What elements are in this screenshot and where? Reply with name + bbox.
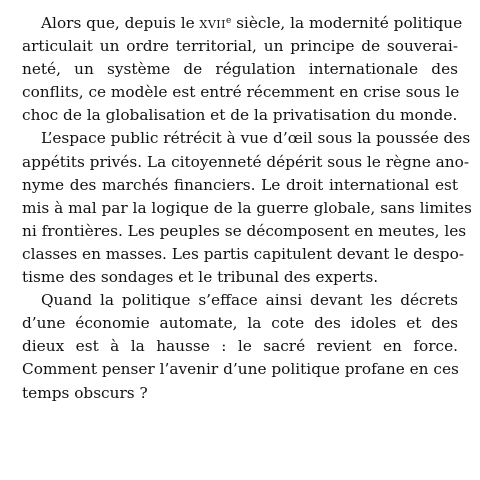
text-line bbox=[22, 151, 470, 174]
text-run: temps obscurs ? bbox=[22, 383, 148, 402]
text-run: nyme des marchés financiers. Le droit international est bbox=[22, 175, 458, 194]
century-numeral: xvii bbox=[199, 14, 226, 32]
text-line bbox=[22, 174, 458, 197]
text-run: choc de la globalisation et de la privatisation du monde. bbox=[22, 106, 458, 125]
ordinal-superscript: e bbox=[225, 16, 232, 27]
text-line bbox=[22, 358, 458, 381]
text-run: L’espace public rétrécit à vue d’œil sous la poussée des bbox=[41, 129, 471, 148]
text-run: tisme des sondages et le tribunal des experts. bbox=[22, 268, 379, 287]
text-body bbox=[22, 12, 472, 405]
text-line bbox=[22, 35, 458, 58]
text-run: Quand la politique s’efface ainsi devant les décrets bbox=[41, 291, 458, 310]
text-run: classes en masses. Les partis capitulent devant le despo- bbox=[22, 244, 464, 263]
paragraph bbox=[22, 289, 458, 404]
text-line bbox=[22, 335, 458, 358]
text-line bbox=[22, 104, 458, 127]
text-run: ni frontières. Les peuples se décomposent en meutes, les bbox=[22, 221, 467, 240]
text-line bbox=[22, 266, 458, 289]
text-line bbox=[22, 197, 472, 220]
text-line bbox=[22, 243, 464, 266]
text-run: d’une économie automate, la cote des idoles et des bbox=[22, 314, 458, 333]
text-run: Alors que, depuis le bbox=[41, 14, 200, 32]
text-run: conflits, ce modèle est entré récemment en crise sous le bbox=[22, 83, 460, 102]
text-run: mis à mal par la logique de la guerre globale, sans limites bbox=[22, 198, 472, 217]
text-line bbox=[22, 220, 467, 243]
text-line bbox=[22, 58, 458, 81]
text-line bbox=[22, 12, 463, 35]
text-line bbox=[22, 127, 471, 150]
text-run: Comment penser l’avenir d’une politique profane en ces bbox=[22, 360, 459, 379]
text-line bbox=[22, 289, 458, 312]
text-run: dieux est à la hausse : le sacré revient en force. bbox=[22, 337, 458, 356]
text-run: articulait un ordre territorial, un principe de souverai- bbox=[22, 37, 458, 56]
text-run: neté, un système de régulation internationale des bbox=[22, 60, 458, 79]
text-line bbox=[22, 382, 458, 405]
paragraph bbox=[22, 12, 463, 127]
text-line bbox=[22, 81, 458, 104]
text-run: siècle, la modernité politique bbox=[231, 14, 463, 32]
text-run: appétits privés. La citoyenneté dépérit sous le règne ano- bbox=[22, 152, 470, 171]
paragraph bbox=[22, 127, 472, 289]
text-line bbox=[22, 312, 458, 335]
